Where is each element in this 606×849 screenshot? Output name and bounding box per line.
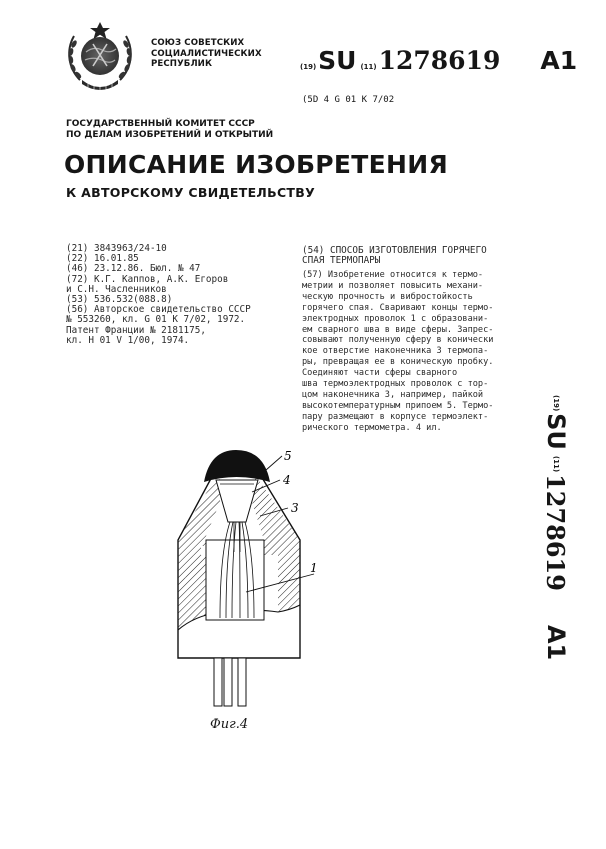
figure-caption: Фиг.4 bbox=[210, 717, 249, 732]
biblio-line: (21) 3843963/24-10 bbox=[66, 243, 167, 254]
figure-label-3: 3 bbox=[291, 501, 299, 515]
biblio-line: № 553260, кл. G 01 K 7/02, 1972. bbox=[66, 314, 246, 326]
abstract-line: цом наконечника 3, например, пайкой bbox=[302, 389, 484, 400]
patent-number: 1278619 bbox=[378, 46, 501, 75]
abstract-line: ческую прочность и вибростойкость bbox=[302, 291, 473, 302]
biblio-line: (22) 16.01.85 bbox=[66, 253, 139, 265]
side-document-number: (19) SU (11) 1278619 A1 bbox=[541, 395, 571, 661]
abstract-line: метрии и позволяет повысить механи- bbox=[302, 280, 484, 291]
biblio-line: кл. H 01 V 1/00, 1974. bbox=[66, 334, 190, 346]
abstract-line: горячего спая. Сваривают концы термо- bbox=[302, 302, 494, 313]
committee-name: ГОСУДАРСТВЕННЫЙ КОМИТЕТ СССР ПО ДЕЛАМ ИЗОБРЕТЕНИЙ И ОТКРЫТИЙ bbox=[66, 119, 274, 140]
abstract-line: шва термоэлектродных проволок с тор- bbox=[302, 379, 489, 390]
document-subtitle: К АВТОРСКОМУ СВИДЕТЕЛЬСТВУ bbox=[66, 185, 316, 200]
inid-code-19: (19) bbox=[300, 63, 317, 71]
biblio-line: Патент Франции № 2181175, bbox=[66, 324, 206, 336]
abstract-line: рического термометра. 4 ил. bbox=[302, 422, 442, 433]
invention-title: (54) СПОСОБ ИЗГОТОВЛЕНИЯ ГОРЯЧЕГО СПАЯ ТЕРМОПАРЫ bbox=[302, 245, 487, 267]
document-number bbox=[300, 46, 577, 76]
figure-label-1: 1 bbox=[310, 561, 318, 575]
thermocouple-drawing bbox=[160, 440, 320, 720]
biblio-line: (46) 23.12.86. Бюл. № 47 bbox=[66, 263, 201, 275]
bibliographic-data bbox=[66, 244, 251, 346]
country-name: СОЮЗ СОВЕТСКИХ СОЦИАЛИСТИЧЕСКИХ РЕСПУБЛИК bbox=[151, 38, 262, 69]
abstract-line: ем сварного шва в виде сферы. Запрес- bbox=[302, 324, 494, 335]
abstract-line: высокотемпературным припоем 5. Термо- bbox=[302, 400, 494, 411]
abstract-line: кое отверстие наконечника 3 термопа- bbox=[302, 346, 489, 357]
figure-label-5: 5 bbox=[284, 449, 292, 463]
biblio-line: (72) К.Г. Каппов, А.К. Егоров bbox=[66, 273, 229, 285]
abstract-line: Соединяют части сферы сварного bbox=[302, 368, 458, 379]
abstract-line: совывают полученную сферу в конически bbox=[302, 335, 494, 346]
document-title: ОПИСАНИЕ ИЗОБРЕТЕНИЯ bbox=[64, 150, 449, 179]
kind-code: A1 bbox=[540, 46, 578, 75]
abstract-line: (57) Изобретение относится к термо- bbox=[302, 270, 484, 280]
biblio-line: (56) Авторское свидетельство СССР bbox=[66, 304, 251, 316]
abstract bbox=[302, 270, 493, 434]
abstract-line: электродных проволок 1 с образовани- bbox=[302, 313, 489, 324]
abstract-line: пару размещают в корпусе термоэлект- bbox=[302, 411, 489, 422]
biblio-line: (53) 536.532(088.8) bbox=[66, 294, 173, 306]
ussr-emblem-icon bbox=[60, 18, 140, 98]
country-code: SU bbox=[318, 46, 357, 75]
abstract-line: ры, превращая ее в коническую пробку. bbox=[302, 357, 494, 368]
inid-code-11: (11) bbox=[360, 63, 377, 71]
biblio-line: и С.Н. Часленников bbox=[66, 283, 167, 295]
figure-label-4: 4 bbox=[283, 473, 291, 487]
ipc-classification: (5D 4 G 01 K 7/02 bbox=[302, 95, 395, 105]
